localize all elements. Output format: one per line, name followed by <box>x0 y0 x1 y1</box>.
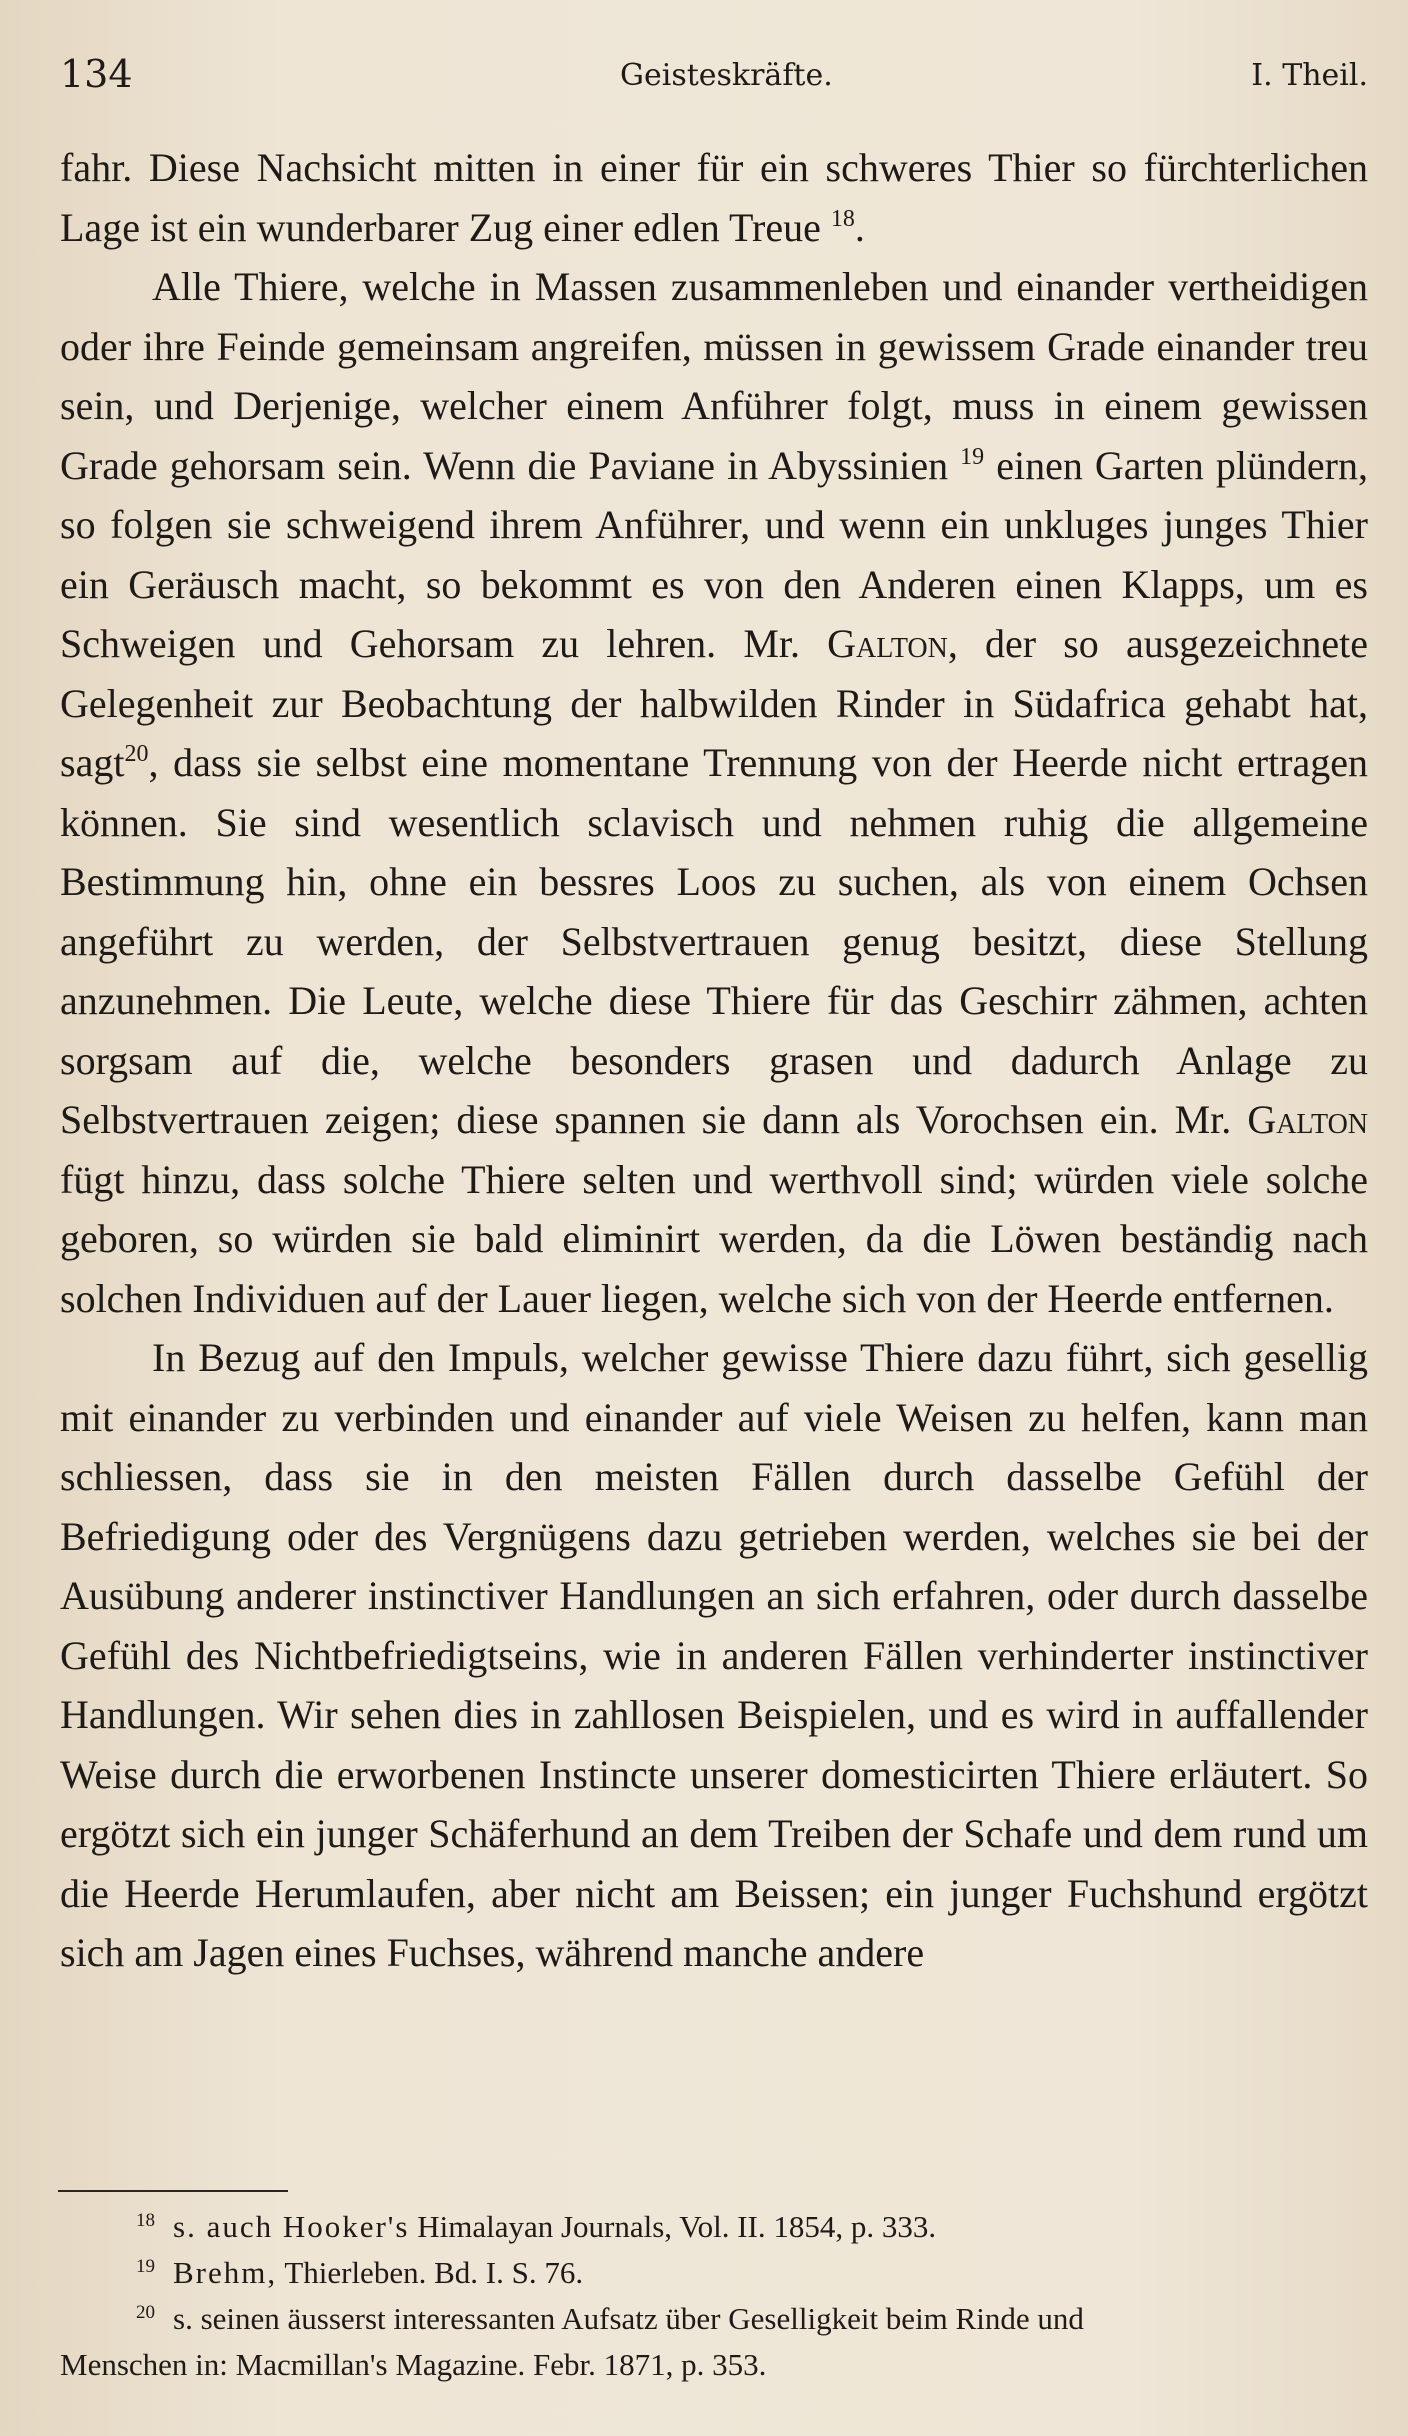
footnote-19 <box>60 2250 1368 2296</box>
footnote-20-text: s. seinen äusserst interessanten Aufsatz über Geselligkeit beim Rinde und <box>173 2301 1084 2336</box>
paragraph-2-text-b: einen Garten plündern, so folgen sie schweigend ihrem Anführer, und wenn ein unkluges junges Thier ein Geräusch macht, so bekommt es von den Anderen einen Klapps, um es Schweigen und Gehorsam zu lehren. Mr. <box>60 442 1369 666</box>
paragraph-1-text: fahr. Diese Nachsicht mitten in einer für ein schweres Thier so fürchterlichen Lage ist ein wunderbarer Zug einer edlen Treue <box>60 145 1368 250</box>
paragraph-2-text-a: Alle Thiere, welche in Massen zusammenleben und einander vertheidigen oder ihre Feinde gemeinsam angreifen, müssen in gewissem Grade einander treu sein, und Derjenige, welcher einem Anführer folgt, muss in einem gewissen Grade gehorsam sein. Wenn die Paviane in Abyssinien <box>60 264 1368 488</box>
footnote-ref-19: 19 <box>960 443 985 470</box>
footnote-20-text-continued: Menschen in: Macmillan's Magazine. Febr. 1871, p. 353. <box>60 2347 767 2382</box>
page-header <box>60 52 1368 112</box>
footnotes <box>60 2204 1368 2388</box>
footnote-18-text: Himalayan Journals, Vol. II. 1854, p. 333. <box>409 2209 937 2244</box>
footnote-18-number: 18 <box>136 2210 155 2231</box>
footnote-20-continued <box>60 2342 1368 2388</box>
paragraph-2-text-d: , dass sie selbst eine momentane Trennung von der Heerde nicht ertragen können. Sie sind wesentlich sclavisch und nehmen ruhig die allgemeine Bestimmung hin, ohne ein bessres Loos zu suchen, als von einem Ochsen angeführt zu werden, der Selbstvertrauen genug besitzt, diese Stellung anzunehmen. Die Leute, welche diese Thiere für das Geschirr zähmen, achten sorgsam auf die, welche besonders grasen und dadurch Anlage zu Selbstvertrauen zeigen; diese spannen sie dann als Vorochsen ein. Mr. <box>60 740 1368 1142</box>
paragraph-3 <box>60 1328 1368 1983</box>
paragraph-1 <box>60 138 1368 257</box>
footnote-divider <box>58 2190 288 2192</box>
paragraph-1-end: . <box>854 204 865 250</box>
paragraph-2-text-e: fügt hinzu, dass solche Thiere selten und werthvoll sind; würden viele solche geboren, so würden sie bald eliminirt werden, da die Löwen beständig nach solchen Individuen auf der Lauer liegen, welche sich von der Heerde entfernen. <box>60 1156 1368 1321</box>
paragraph-3-text: In Bezug auf den Impuls, welcher gewisse Thiere dazu führt, sich gesellig mit einander zu verbinden und einander auf viele Weisen zu helfen, kann man schliessen, dass sie in den meisten Fällen durch dasselbe Gefühl der Befriedigung oder des Vergnügens dazu getrieben werden, welches sie bei der Ausübung anderer instinctiver Handlungen an sich erfahren, oder durch dasselbe Gefühl des Nichtbefriedigtseins, wie in anderen Fällen verhinderter instinctiver Handlungen. Wir sehen dies in zahllosen Beispielen, und es wird in auffallender Weise durch die erworbenen Instincte unserer domesticirten Thiere erläutert. So ergötzt sich ein junger Schäferhund an dem Treiben der Schafe und dem rund um die Heerde Herumlaufen, aber nicht am Beissen; ein junger Fuchshund ergötzt sich am Jagen eines Fuchses, während manche andere <box>60 1335 1368 1975</box>
footnote-19-author: Brehm, <box>173 2255 278 2290</box>
body-text <box>60 138 1368 1983</box>
person-name-galton: Galton <box>827 621 948 666</box>
footnote-19-number: 19 <box>136 2256 155 2277</box>
footnote-ref-20: 20 <box>124 741 149 767</box>
paragraph-2 <box>60 257 1368 1328</box>
running-title: Geisteskräfte. <box>620 58 833 93</box>
footnote-18 <box>60 2204 1368 2250</box>
footnote-20-number: 20 <box>136 2302 155 2323</box>
footnote-ref-18: 18 <box>830 205 855 232</box>
footnote-18-author: s. auch Hooker's <box>173 2209 410 2244</box>
paragraph-2-text-c: , der so ausgezeichnete Gelegenheit zur Beobachtung der halbwilden Rinder in Südafrica gehabt hat, sagt <box>60 621 1369 785</box>
footnote-20 <box>60 2296 1368 2342</box>
page-number: 134 <box>60 52 133 96</box>
part-label: I. Theil. <box>1251 58 1368 93</box>
footnote-19-text: Thierleben. Bd. I. S. 76. <box>277 2255 584 2290</box>
person-name-galton-2: Galton <box>1247 1097 1369 1142</box>
